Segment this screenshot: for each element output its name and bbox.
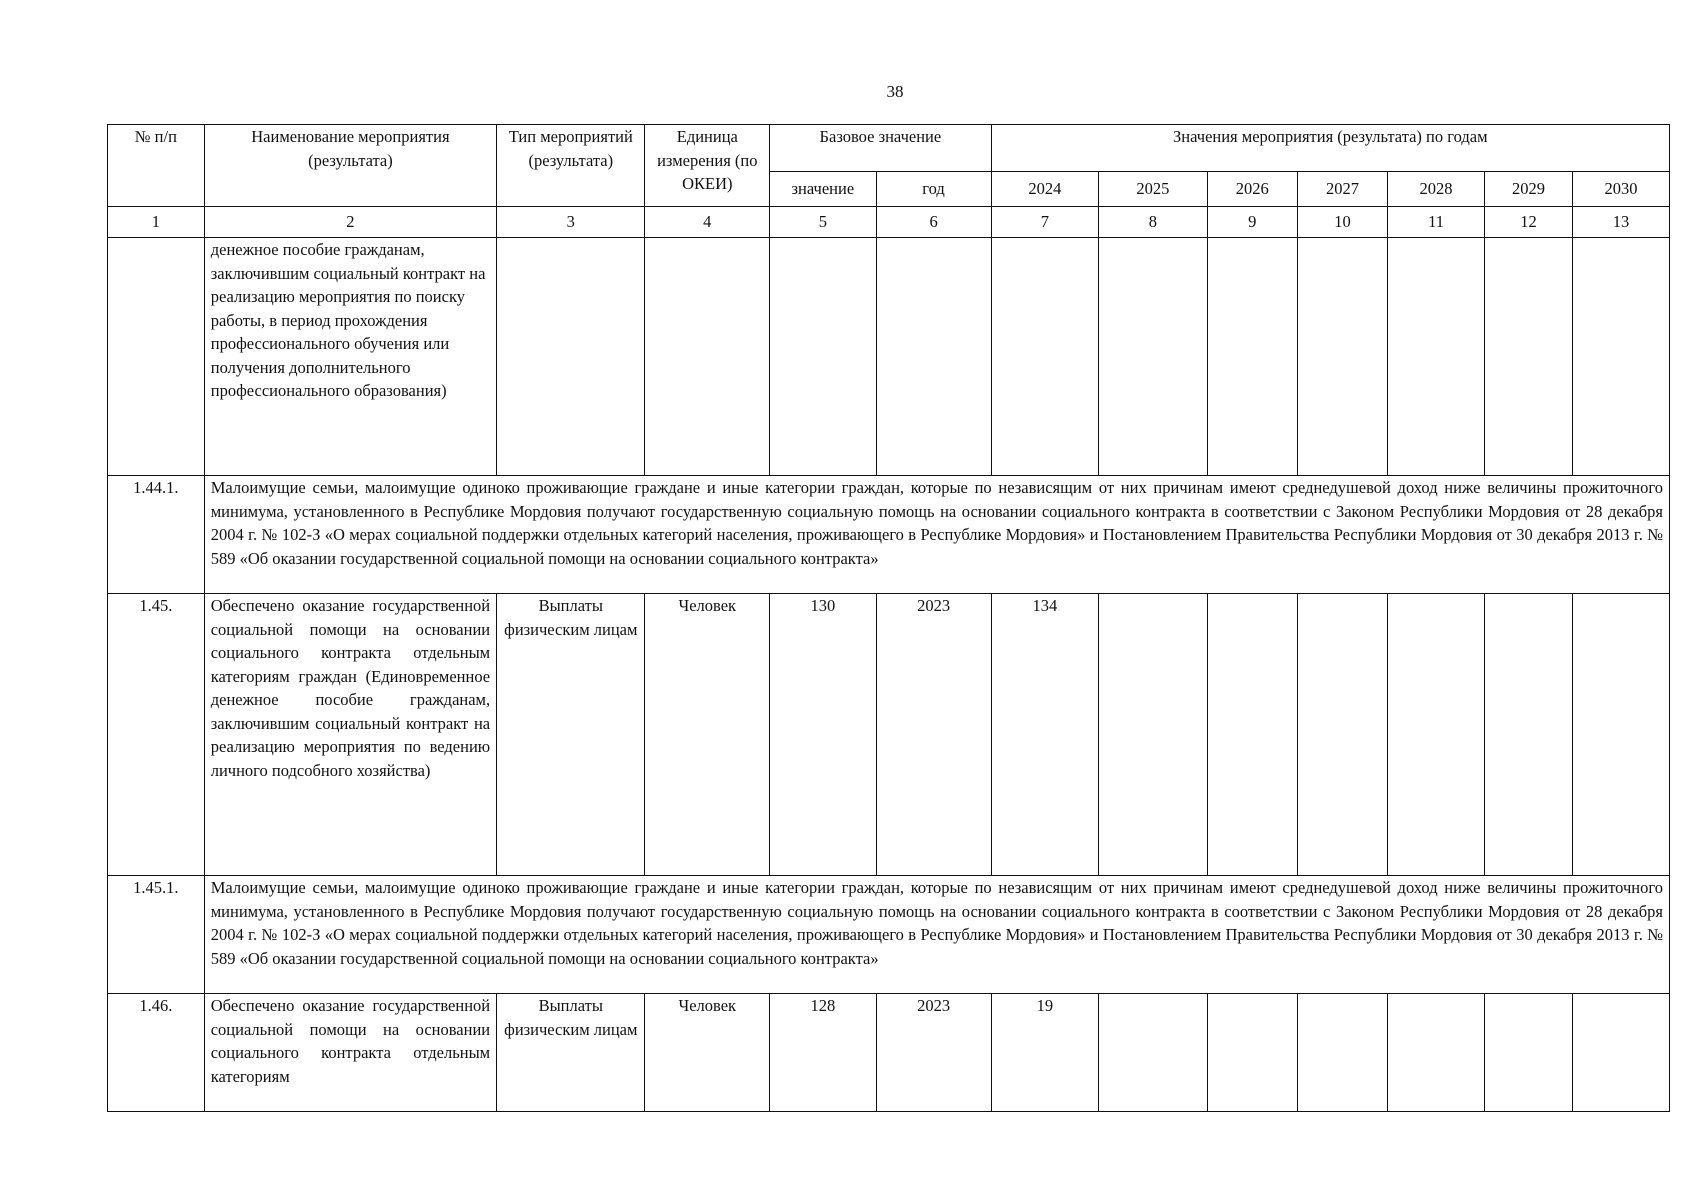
row-num: 1.45.1. bbox=[108, 876, 205, 994]
col-index: 7 bbox=[991, 207, 1098, 238]
col-index: 1 bbox=[108, 207, 205, 238]
header-year-2029: 2029 bbox=[1484, 172, 1572, 207]
row-num-empty bbox=[108, 238, 205, 476]
table-row bbox=[108, 238, 1670, 476]
row-task-text: Малоимущие семьи, малоимущие одиноко проживающие граждане и иные категории граждан, которые по независящим от них причинам имеют среднедушевой доход ниже величины прожиточного минимума, установленного в Республике Мордовия получают государственную социальную помощь на основании социального контракта в соответствии с Законом Республики Мордовия от 28 декабря 2004 г. № 102-З «О мерах социальной поддержки отдельных категорий населения, проживающего в Республике Мордовия» и Постановлением Правительства Республики Мордовия от 30 декабря 2013 г. № 589 «Об оказании государственной социальной помощи на основании социального контракта» bbox=[204, 476, 1669, 594]
row-base-value: 130 bbox=[770, 594, 876, 876]
row-unit: Человек bbox=[645, 594, 770, 876]
header-base-year: год bbox=[876, 172, 991, 207]
row-name: Обеспечено оказание государственной социальной помощи на основании социального контракта отдельным категориям граждан (Единовременное денежное пособие гражданам, заключившим социальный контракт на реализацию мероприятия по ведению личного подсобного хозяйства) bbox=[204, 594, 496, 876]
col-index: 6 bbox=[876, 207, 991, 238]
row-base-value: 128 bbox=[770, 994, 876, 1112]
row-num: 1.44.1. bbox=[108, 476, 205, 594]
row-base-year: 2023 bbox=[876, 994, 991, 1112]
header-type: Тип мероприятий (результата) bbox=[497, 125, 645, 207]
header-row-1 bbox=[108, 125, 1670, 172]
col-index: 2 bbox=[204, 207, 496, 238]
page-number: 38 bbox=[886, 82, 904, 101]
header-name: Наименование мероприятия (результата) bbox=[204, 125, 496, 207]
col-index: 10 bbox=[1297, 207, 1387, 238]
col-index: 3 bbox=[497, 207, 645, 238]
row-value-2024: 134 bbox=[991, 594, 1098, 876]
col-index: 8 bbox=[1099, 207, 1208, 238]
row-task-text: Малоимущие семьи, малоимущие одиноко проживающие граждане и иные категории граждан, которые по независящим от них причинам имеют среднедушевой доход ниже величины прожиточного минимума, установленного в Республике Мордовия получают государственную социальную помощь на основании социального контракта в соответствии с Законом Республики Мордовия от 28 декабря 2004 г. № 102-З «О мерах социальной поддержки отдельных категорий населения, проживающего в Республике Мордовия» и Постановлением Правительства Республики Мордовия от 30 декабря 2013 г. № 589 «Об оказании государственной социальной помощи на основании социального контракта» bbox=[204, 876, 1669, 994]
header-year-2026: 2026 bbox=[1207, 172, 1297, 207]
column-index-row bbox=[108, 207, 1670, 238]
row-base-year: 2023 bbox=[876, 594, 991, 876]
row-value-2024: 19 bbox=[991, 994, 1098, 1112]
row-num: 1.45. bbox=[108, 594, 205, 876]
row-type: Выплаты физическим лицам bbox=[497, 994, 645, 1112]
col-index: 12 bbox=[1484, 207, 1572, 238]
header-base: Базовое значение bbox=[770, 125, 991, 172]
table-row bbox=[108, 876, 1670, 994]
col-index: 13 bbox=[1573, 207, 1670, 238]
col-index: 11 bbox=[1388, 207, 1485, 238]
table-row bbox=[108, 994, 1670, 1112]
row-name: денежное пособие гражданам, заключившим социальный контракт на реализацию мероприятия по поиску работы, в период прохождения профессионального обучения или получения дополнительного профессионального образования) bbox=[204, 238, 496, 476]
header-year-2025: 2025 bbox=[1099, 172, 1208, 207]
col-index: 4 bbox=[645, 207, 770, 238]
col-index: 5 bbox=[770, 207, 876, 238]
table-row bbox=[108, 594, 1670, 876]
row-name: Обеспечено оказание государственной социальной помощи на основании социального контракта отдельным категориям bbox=[204, 994, 496, 1112]
row-unit: Человек bbox=[645, 994, 770, 1112]
header-year-2028: 2028 bbox=[1388, 172, 1485, 207]
row-num: 1.46. bbox=[108, 994, 205, 1112]
header-unit: Единица измерения (по ОКЕИ) bbox=[645, 125, 770, 207]
measures-table bbox=[107, 124, 1670, 1112]
col-index: 9 bbox=[1207, 207, 1297, 238]
header-year-2027: 2027 bbox=[1297, 172, 1387, 207]
header-years: Значения мероприятия (результата) по годам bbox=[991, 125, 1669, 172]
header-num: № п/п bbox=[108, 125, 205, 207]
row-type: Выплаты физическим лицам bbox=[497, 594, 645, 876]
header-year-2030: 2030 bbox=[1573, 172, 1670, 207]
header-year-2024: 2024 bbox=[991, 172, 1098, 207]
table-row bbox=[108, 476, 1670, 594]
header-base-value: значение bbox=[770, 172, 876, 207]
